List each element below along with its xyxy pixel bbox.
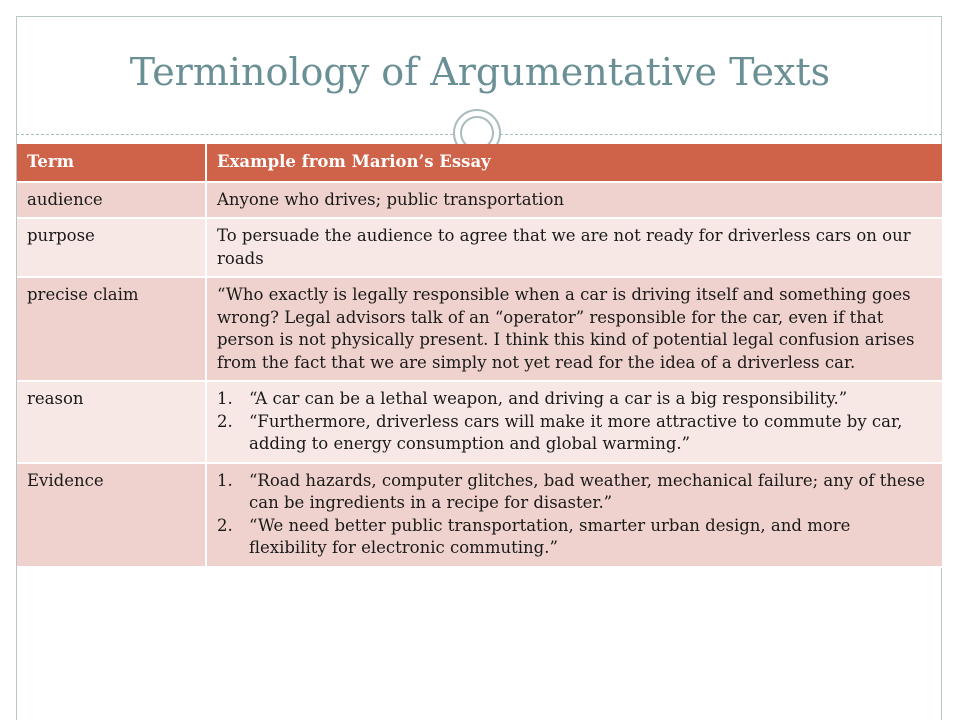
- example-cell: To persuade the audience to agree that we are not ready for driverless cars on our roads: [206, 218, 942, 277]
- example-cell: “Who exactly is legally responsible when a car is driving itself and something goes wrong? Legal advisors talk of an “operator” responsible for the car, even if that person is not physically present. I think this kind of potential legal confusion arises from the fact that we are simply not yet read for the idea of a driverless car.: [206, 277, 942, 381]
- list-number: 2.: [217, 515, 233, 535]
- reason-list: [217, 388, 932, 456]
- list-item: [217, 411, 932, 456]
- list-text: “We need better public transportation, smarter urban design, and more flexibility for electronic commuting.”: [249, 515, 851, 557]
- term-cell: Evidence: [17, 463, 206, 567]
- list-text: “Furthermore, driverless cars will make it more attractive to commute by car, adding to energy consumption and global warming.”: [249, 411, 903, 453]
- list-number: 1.: [217, 389, 233, 408]
- table-row: [17, 218, 942, 277]
- example-cell: [206, 463, 942, 567]
- table-row: [17, 463, 942, 567]
- header-example: Example from Marion’s Essay: [206, 144, 942, 182]
- list-text: “Road hazards, computer glitches, bad weather, mechanical failure; any of these can be ingredients in a recipe for disaster.”: [249, 470, 926, 512]
- terminology-table: [17, 144, 942, 568]
- evidence-list: [217, 470, 932, 560]
- table-row: [17, 277, 942, 381]
- list-item: [217, 515, 932, 560]
- example-cell: Anyone who drives; public transportation: [206, 182, 942, 219]
- list-item: [217, 388, 932, 411]
- list-item: [217, 470, 932, 515]
- list-number: 2.: [217, 411, 233, 431]
- table-header-row: [17, 144, 942, 182]
- term-cell: purpose: [17, 218, 206, 277]
- slide-title: Terminology of Argumentative Texts: [129, 50, 831, 94]
- term-cell: reason: [17, 381, 206, 463]
- list-number: 1.: [217, 470, 233, 490]
- table-row: [17, 381, 942, 463]
- term-cell: audience: [17, 182, 206, 219]
- list-text: “A car can be a lethal weapon, and driving a car is a big responsibility.”: [249, 389, 848, 408]
- table-row: [17, 182, 942, 219]
- header-term: Term: [17, 144, 206, 182]
- term-cell: precise claim: [17, 277, 206, 381]
- example-cell: [206, 381, 942, 463]
